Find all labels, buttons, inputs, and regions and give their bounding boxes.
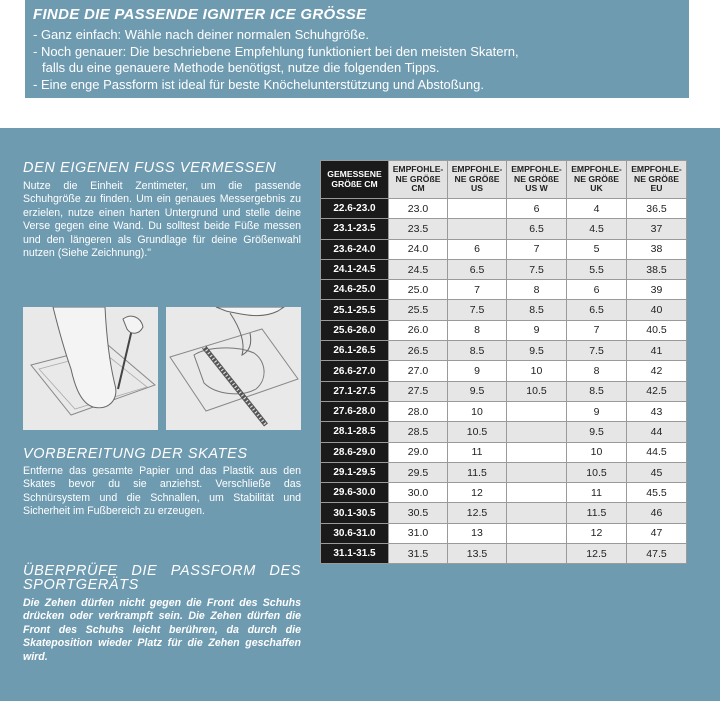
table-cell: 5 xyxy=(567,239,627,259)
table-cell: 26.1-26.5 xyxy=(321,341,389,361)
table-cell: 23.6-24.0 xyxy=(321,239,389,259)
table-cell: 26.5 xyxy=(389,341,448,361)
table-cell: 28.5 xyxy=(389,422,448,442)
foot-tracing-icon xyxy=(23,307,158,430)
header-recommended-uk: EMPFOHLE-NE GRÖßE UK xyxy=(567,161,627,199)
table-row xyxy=(321,300,687,320)
section-prepare-text: Entferne das gesamte Papier und das Plastik aus den Skates bevor du sie anziehst. Verschließe das Schnürsystem und die Schnallen, um Stabilität und Sicherheit im Fußbereich zu erzeugen. xyxy=(23,465,301,518)
table-cell xyxy=(507,442,567,462)
table-cell: 11 xyxy=(567,483,627,503)
table-row xyxy=(321,442,687,462)
table-cell: 13.5 xyxy=(448,544,507,564)
foot-tracing-illustration xyxy=(23,307,158,430)
table-cell: 23.5 xyxy=(389,219,448,239)
table-cell: 9.5 xyxy=(448,381,507,401)
intro-line-4: - Eine enge Passform ist ideal für beste Knöchelunterstützung und Abstoßung. xyxy=(33,76,484,92)
table-cell: 44 xyxy=(627,422,687,442)
table-cell: 9.5 xyxy=(567,422,627,442)
table-cell: 25.0 xyxy=(389,280,448,300)
table-row xyxy=(321,199,687,219)
table-row xyxy=(321,422,687,442)
table-cell: 27.0 xyxy=(389,361,448,381)
header-recommended-us: EMPFOHLE-NE GRÖßE US xyxy=(448,161,507,199)
table-cell xyxy=(507,422,567,442)
table-cell: 6 xyxy=(567,280,627,300)
table-cell: 43 xyxy=(627,401,687,421)
table-cell: 11.5 xyxy=(567,503,627,523)
foot-ruler-illustration xyxy=(166,307,301,430)
table-cell xyxy=(448,219,507,239)
section-measure-text: Nutze die Einheit Zentimeter, um die passende Schuhgröße zu finden. Um ein genaues Messergebnis zu erzielen, nutze einen harten Untergrund und stelle deine Verse gegen eine Wand. Du solltest beide Füße messen und den längeren als Grundlage für deine Größenwahl nutzen (Siehe Zeichnung)." xyxy=(23,180,301,260)
section-fit-text: Die Zehen dürfen nicht gegen die Front des Schuhs drücken oder verkrampft sein. Die Zehen dürfen die Front des Schuhs leicht berühren, da durch die Skateposition wieder Platz für die Zehen geschaffen wird. xyxy=(23,597,301,663)
table-cell: 27.1-27.5 xyxy=(321,381,389,401)
header-recommended-cm: EMPFOHLE-NE GRÖßE CM xyxy=(389,161,448,199)
table-cell: 30.6-31.0 xyxy=(321,523,389,543)
table-cell: 7.5 xyxy=(507,259,567,279)
table-cell: 23.0 xyxy=(389,199,448,219)
table-cell: 28.1-28.5 xyxy=(321,422,389,442)
table-cell: 45.5 xyxy=(627,483,687,503)
table-cell: 29.6-30.0 xyxy=(321,483,389,503)
table-row xyxy=(321,503,687,523)
table-cell: 40 xyxy=(627,300,687,320)
table-row xyxy=(321,544,687,564)
table-cell: 36.5 xyxy=(627,199,687,219)
section-fit-heading: ÜBERPRÜFE DIE PASSFORM DES SPORTGERÄTS xyxy=(23,563,301,593)
table-cell: 11 xyxy=(448,442,507,462)
table-cell: 10.5 xyxy=(448,422,507,442)
table-cell: 27.6-28.0 xyxy=(321,401,389,421)
intro-box xyxy=(25,0,689,98)
header-measured-cm: GEMESSENE GRÖßE CM xyxy=(321,161,389,199)
table-cell: 25.6-26.0 xyxy=(321,320,389,340)
section-measure-heading: DEN EIGENEN FUSS VERMESSEN xyxy=(23,160,277,176)
table-row xyxy=(321,280,687,300)
section-prepare xyxy=(23,446,301,519)
table-cell: 10.5 xyxy=(567,462,627,482)
table-cell: 6.5 xyxy=(567,300,627,320)
table-cell: 47 xyxy=(627,523,687,543)
table-cell xyxy=(507,503,567,523)
table-cell: 31.0 xyxy=(389,523,448,543)
table-row xyxy=(321,341,687,361)
table-row xyxy=(321,259,687,279)
table-cell: 42 xyxy=(627,361,687,381)
table-cell: 29.1-29.5 xyxy=(321,462,389,482)
table-cell xyxy=(448,199,507,219)
table-cell xyxy=(507,523,567,543)
table-cell: 10 xyxy=(507,361,567,381)
table-cell: 25.1-25.5 xyxy=(321,300,389,320)
table-row xyxy=(321,361,687,381)
table-cell: 9 xyxy=(507,320,567,340)
intro-line-2: - Noch genauer: Die beschriebene Empfehlung funktioniert bei den meisten Skatern, xyxy=(33,43,519,59)
table-cell: 10.5 xyxy=(507,381,567,401)
table-cell: 26.0 xyxy=(389,320,448,340)
table-row xyxy=(321,483,687,503)
table-cell: 28.6-29.0 xyxy=(321,442,389,462)
intro-line-3: falls du eine genauere Methode benötigst, nutze die folgenden Tipps. xyxy=(42,60,440,75)
size-table-body xyxy=(321,199,687,564)
table-cell: 30.0 xyxy=(389,483,448,503)
table-cell: 6.5 xyxy=(507,219,567,239)
table-cell: 8 xyxy=(507,280,567,300)
table-cell: 44.5 xyxy=(627,442,687,462)
table-cell: 7 xyxy=(507,239,567,259)
table-cell: 7.5 xyxy=(567,341,627,361)
table-cell: 39 xyxy=(627,280,687,300)
table-row xyxy=(321,219,687,239)
header-recommended-us-w: EMPFOHLE-NE GRÖßE US W xyxy=(507,161,567,199)
table-cell: 45 xyxy=(627,462,687,482)
table-cell: 27.5 xyxy=(389,381,448,401)
table-cell: 8.5 xyxy=(507,300,567,320)
table-cell: 4.5 xyxy=(567,219,627,239)
table-cell: 6 xyxy=(507,199,567,219)
table-row xyxy=(321,462,687,482)
table-row xyxy=(321,401,687,421)
table-cell: 30.5 xyxy=(389,503,448,523)
table-cell: 10 xyxy=(567,442,627,462)
table-cell: 11.5 xyxy=(448,462,507,482)
table-cell: 6 xyxy=(448,239,507,259)
table-cell: 12.5 xyxy=(567,544,627,564)
table-cell: 9 xyxy=(567,401,627,421)
table-cell: 42.5 xyxy=(627,381,687,401)
table-cell: 5.5 xyxy=(567,259,627,279)
table-cell: 6.5 xyxy=(448,259,507,279)
table-cell: 7 xyxy=(567,320,627,340)
table-cell: 8.5 xyxy=(448,341,507,361)
table-cell: 24.6-25.0 xyxy=(321,280,389,300)
table-cell: 4 xyxy=(567,199,627,219)
table-cell: 24.1-24.5 xyxy=(321,259,389,279)
table-cell xyxy=(507,544,567,564)
table-cell: 40.5 xyxy=(627,320,687,340)
intro-line-1: - Ganz einfach: Wähle nach deiner normalen Schuhgröße. xyxy=(33,27,370,42)
table-cell xyxy=(507,462,567,482)
table-cell: 13 xyxy=(448,523,507,543)
table-cell: 47.5 xyxy=(627,544,687,564)
table-row xyxy=(321,239,687,259)
table-cell: 26.6-27.0 xyxy=(321,361,389,381)
table-cell: 31.1-31.5 xyxy=(321,544,389,564)
table-cell: 12 xyxy=(567,523,627,543)
table-cell: 22.6-23.0 xyxy=(321,199,389,219)
table-cell: 23.1-23.5 xyxy=(321,219,389,239)
table-cell: 37 xyxy=(627,219,687,239)
table-cell: 7.5 xyxy=(448,300,507,320)
table-cell: 24.5 xyxy=(389,259,448,279)
table-cell xyxy=(507,401,567,421)
table-cell: 38 xyxy=(627,239,687,259)
table-cell xyxy=(507,483,567,503)
table-cell: 28.0 xyxy=(389,401,448,421)
section-fit xyxy=(23,564,301,664)
table-row xyxy=(321,320,687,340)
table-cell: 8 xyxy=(567,361,627,381)
table-cell: 8.5 xyxy=(567,381,627,401)
size-table-header xyxy=(321,161,687,199)
section-prepare-heading: VORBEREITUNG DER SKATES xyxy=(23,446,248,462)
table-cell: 38.5 xyxy=(627,259,687,279)
foot-ruler-icon xyxy=(166,307,301,430)
table-cell: 9.5 xyxy=(507,341,567,361)
section-measure xyxy=(23,160,301,260)
intro-title: FINDE DIE PASSENDE IGNITER ICE GRÖSSE xyxy=(33,6,367,23)
table-cell: 29.5 xyxy=(389,462,448,482)
size-table xyxy=(320,160,687,564)
table-cell: 25.5 xyxy=(389,300,448,320)
table-cell: 29.0 xyxy=(389,442,448,462)
table-row xyxy=(321,523,687,543)
table-cell: 12 xyxy=(448,483,507,503)
table-cell: 30.1-30.5 xyxy=(321,503,389,523)
table-cell: 46 xyxy=(627,503,687,523)
table-cell: 41 xyxy=(627,341,687,361)
table-cell: 12.5 xyxy=(448,503,507,523)
table-cell: 7 xyxy=(448,280,507,300)
table-cell: 10 xyxy=(448,401,507,421)
table-cell: 8 xyxy=(448,320,507,340)
header-recommended-eu: EMPFOHLE-NE GRÖßE EU xyxy=(627,161,687,199)
table-cell: 9 xyxy=(448,361,507,381)
table-cell: 24.0 xyxy=(389,239,448,259)
table-row xyxy=(321,381,687,401)
table-cell: 31.5 xyxy=(389,544,448,564)
